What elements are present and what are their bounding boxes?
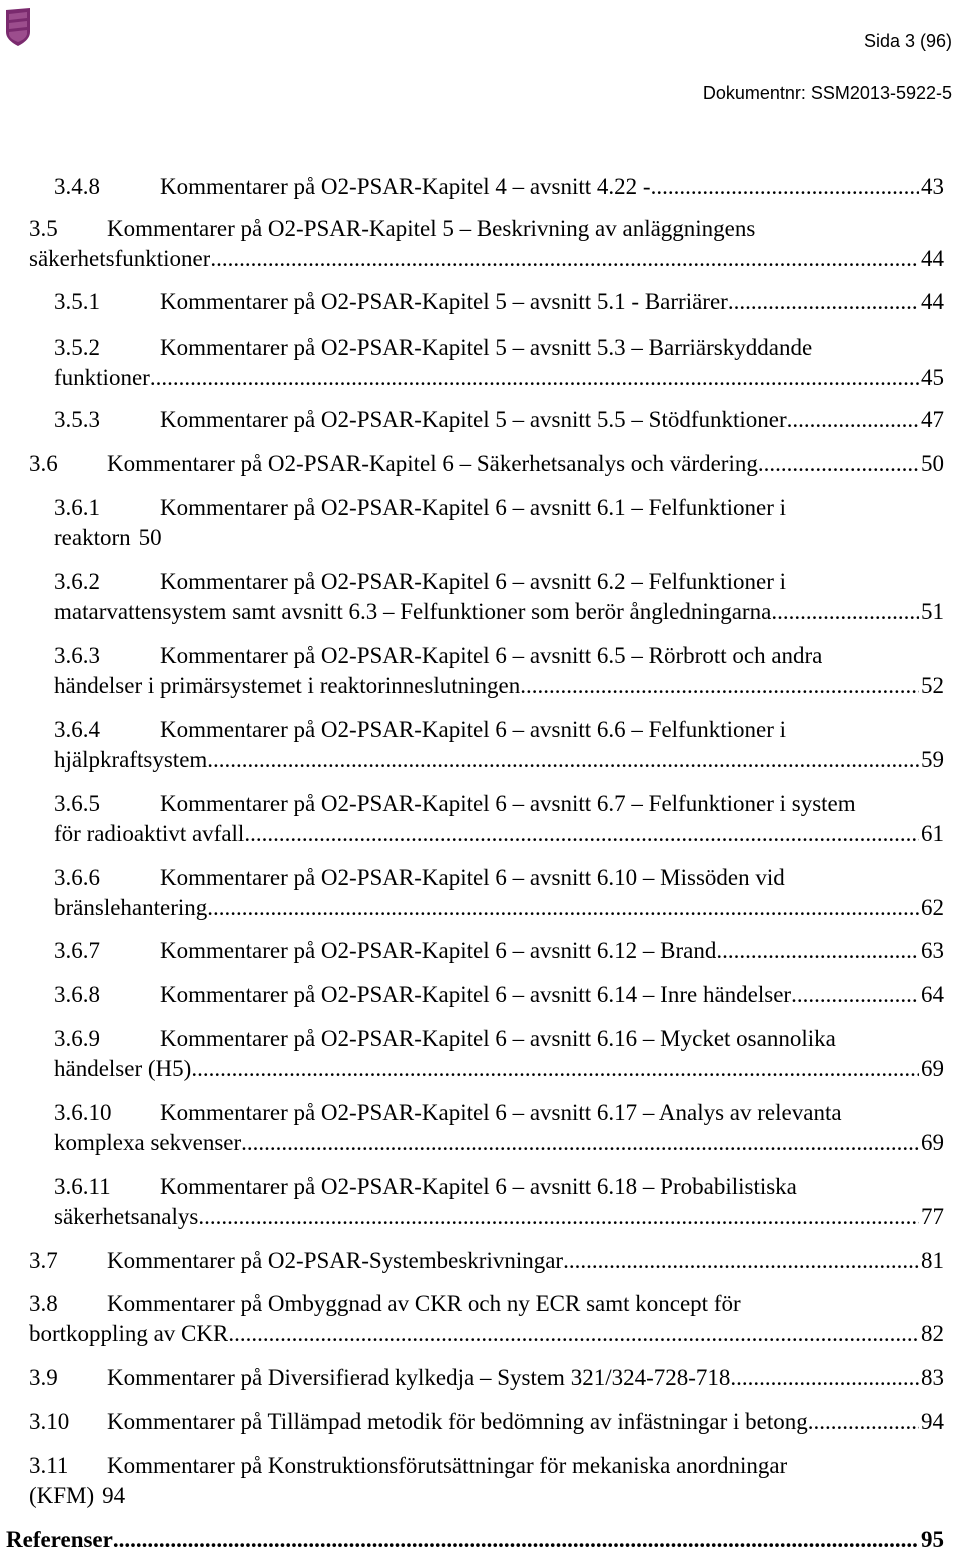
toc-entry-title: Kommentarer på O2-PSAR-Kapitel 6 – avsnitt 6.2 – Felfunktioner i [160,569,787,594]
toc-entry-page: 82 [921,1321,944,1346]
toc-entry-title: Kommentarer på O2-PSAR-Kapitel 6 – avsnitt 6.5 – Rörbrott och andra [160,643,823,668]
toc-entry-number: 3.10 [29,1409,70,1434]
toc-entry[interactable] [29,1407,944,1437]
toc-entry-number: 3.5.3 [54,407,100,432]
toc-entry-title: Kommentarer på O2-PSAR-Kapitel 6 – avsnitt 6.10 – Missöden vid [160,865,785,890]
toc-entry[interactable] [54,641,944,701]
toc-entry-number: 3.7 [29,1248,58,1273]
toc-dot-leader [210,244,919,274]
toc-dot-leader [787,405,919,435]
toc-entry-number: 3.5.2 [54,335,100,360]
toc-dot-leader [228,1319,919,1349]
toc-dot-leader [730,1363,919,1393]
toc-entry-title-cont: bortkoppling av CKR [29,1321,229,1346]
toc-entry-page: 51 [921,599,944,624]
toc-entry-title: Referenser [6,1527,113,1552]
toc-entry-title-cont: bränslehantering [54,895,208,920]
toc-entry-number: 3.5.1 [54,289,100,314]
toc-entry[interactable] [29,1363,944,1393]
toc-entry-page: 69 [921,1130,944,1155]
toc-entry-title: Kommentarer på O2-PSAR-Kapitel 4 – avsnitt 4.22 - [160,174,651,199]
toc-dot-leader [716,936,919,966]
toc-dot-leader [207,893,919,923]
toc-entry-number: 3.6 [29,451,58,476]
toc-entry-title-cont: säkerhetsanalys [54,1204,199,1229]
toc-entry-page: 63 [921,938,944,963]
toc-entry-title: Kommentarer på O2-PSAR-Systembeskrivningar [107,1248,564,1273]
toc-entry-page: 44 [921,246,944,271]
toc-entry-title: Kommentarer på O2-PSAR-Kapitel 6 – avsnitt 6.14 – Inre händelser [160,982,792,1007]
toc-entry-title: Kommentarer på O2-PSAR-Kapitel 6 – avsnitt 6.1 – Felfunktioner i [160,495,787,520]
toc-entry[interactable] [54,333,944,393]
toc-entry-title-cont: för radioaktivt avfall [54,821,245,846]
toc-entry-page: 94 [102,1483,126,1508]
toc-dot-leader [244,819,919,849]
toc-dot-leader [791,980,919,1010]
toc-entry-page: 69 [921,1056,944,1081]
toc-entry-title: Kommentarer på O2-PSAR-Kapitel 5 – avsnitt 5.1 - Barriärer [160,289,728,314]
toc-dot-leader [813,1407,919,1437]
toc-entry[interactable] [54,1172,944,1232]
toc-entry-title-cont: matarvattensystem samt avsnitt 6.3 – Felfunktioner som berör ångledningarna [54,599,772,624]
toc-entry-page: 95 [921,1527,944,1552]
toc-entry-title-cont: händelser i primärsystemet i reaktorinneslutningen [54,673,521,698]
toc-entry-title: Kommentarer på O2-PSAR-Kapitel 5 – Beskrivning av anläggningens [107,216,756,241]
toc-entry-number: 3.4.8 [54,174,100,199]
toc-entry-page: 44 [921,289,944,314]
toc-entry-title-cont: hjälpkraftsystem [54,747,208,772]
toc-entry-number: 3.6.4 [54,717,100,742]
toc-entry[interactable] [54,715,944,775]
toc-dot-leader [771,597,919,627]
toc-dot-leader [150,363,919,393]
toc-entry-number: 3.5 [29,216,58,241]
toc-entry[interactable] [54,1098,944,1158]
toc-dot-leader [728,287,919,317]
toc-entry-page: 50 [138,525,162,550]
toc-entry-number: 3.6.5 [54,791,100,816]
toc-entry-number: 3.8 [29,1291,58,1316]
toc-entry-number: 3.6.10 [54,1100,112,1125]
document-number: Dokumentnr: SSM2013-5922-5 [702,83,952,103]
toc-entry-number: 3.6.9 [54,1026,100,1051]
toc-entry-page: 52 [921,673,944,698]
toc-entry[interactable] [54,493,944,553]
toc-entry-title: Kommentarer på O2-PSAR-Kapitel 6 – avsnitt 6.12 – Brand [160,938,717,963]
toc-entry-title: Kommentarer på O2-PSAR-Kapitel 5 – avsnitt 5.3 – Barriärskyddande [160,335,813,360]
toc-entry-title: Kommentarer på O2-PSAR-Kapitel 6 – avsnitt 6.16 – Mycket osannolika [160,1026,836,1051]
toc-entry[interactable] [29,449,944,479]
toc-entry-title: Kommentarer på O2-PSAR-Kapitel 6 – avsnitt 6.7 – Felfunktioner i system [160,791,856,816]
toc-entry-number: 3.6.3 [54,643,100,668]
toc-dot-leader [520,671,919,701]
toc-entry-title: Kommentarer på Tillämpad metodik för bedömning av infästningar i betong. [107,1409,814,1434]
toc-entry[interactable] [54,1024,944,1084]
toc-entry-page: 83 [921,1365,944,1390]
toc-dot-leader [651,172,919,202]
toc-entry-title: Kommentarer på O2-PSAR-Kapitel 5 – avsnitt 5.5 – Stödfunktioner [160,407,787,432]
toc-entry[interactable] [29,1289,944,1349]
toc-entry-title: Kommentarer på Ombyggnad av CKR och ny ECR samt koncept för [107,1291,741,1316]
toc-entry-page: 45 [921,365,944,390]
toc-entry[interactable] [54,172,944,202]
toc-entry-title: Kommentarer på O2-PSAR-Kapitel 6 – avsnitt 6.18 – Probabilistiska [160,1174,797,1199]
toc-dot-leader [758,449,919,479]
toc-dot-leader [113,1525,919,1555]
toc-entry-number: 3.6.7 [54,938,100,963]
toc-entry[interactable] [54,405,944,435]
toc-entry[interactable] [29,214,944,274]
toc-entry[interactable] [54,789,944,849]
toc-entry[interactable] [54,287,944,317]
toc-entry-page: 62 [921,895,944,920]
toc-entry-page: 59 [921,747,944,772]
toc-dot-leader [563,1246,919,1276]
toc-entry-number: 3.6.1 [54,495,100,520]
toc-entry-page: 47 [921,407,944,432]
toc-dot-leader [207,745,919,775]
toc-dot-leader [191,1054,919,1084]
page-label: Sida 3 (96) [863,31,952,51]
toc-dot-leader [241,1128,919,1158]
toc-entry-title: Kommentarer på Konstruktionsförutsättningar för mekaniska anordningar [107,1453,788,1478]
toc-entry-title-cont: reaktorn [54,525,131,550]
toc-entry-page: 94 [921,1409,944,1434]
toc-entry[interactable] [29,1451,944,1511]
toc-entry-number: 3.9 [29,1365,58,1390]
toc-entry-title: Kommentarer på O2-PSAR-Kapitel 6 – avsnitt 6.6 – Felfunktioner i [160,717,787,742]
toc-entry[interactable] [6,1525,944,1555]
toc-entry-title-cont: funktioner [54,365,150,390]
toc-entry-page: 77 [921,1204,944,1229]
toc-entry-title: Kommentarer på O2-PSAR-Kapitel 6 – Säkerhetsanalys och värdering [107,451,758,476]
toc-dot-leader [198,1202,919,1232]
toc-entry-page: 61 [921,821,944,846]
toc-entry-title-cont: händelser (H5) [54,1056,192,1081]
toc-entry-number: 3.6.2 [54,569,100,594]
toc-entry[interactable] [54,936,944,966]
toc-entry[interactable] [54,980,944,1010]
toc-entry-title-cont: säkerhetsfunktioner [29,246,211,271]
toc-entry[interactable] [29,1246,944,1276]
toc-entry-page: 81 [921,1248,944,1273]
toc-entry[interactable] [54,863,944,923]
toc-entry-number: 3.6.8 [54,982,100,1007]
toc-entry-title-cont: (KFM) [29,1483,95,1508]
toc-entry-page: 43 [921,174,944,199]
toc-entry-title: Kommentarer på O2-PSAR-Kapitel 6 – avsnitt 6.17 – Analys av relevanta [160,1100,842,1125]
toc-entry-number: 3.11 [29,1453,69,1478]
toc-entry-number: 3.6.11 [54,1174,111,1199]
toc-entry-number: 3.6.6 [54,865,100,890]
toc-entry-page: 50 [921,451,944,476]
toc-entry-page: 64 [921,982,944,1007]
toc-entry-title: Kommentarer på Diversifierad kylkedja – System 321/324-728-718 [107,1365,731,1390]
toc-entry[interactable] [54,567,944,627]
toc-entry-title-cont: komplexa sekvenser [54,1130,242,1155]
